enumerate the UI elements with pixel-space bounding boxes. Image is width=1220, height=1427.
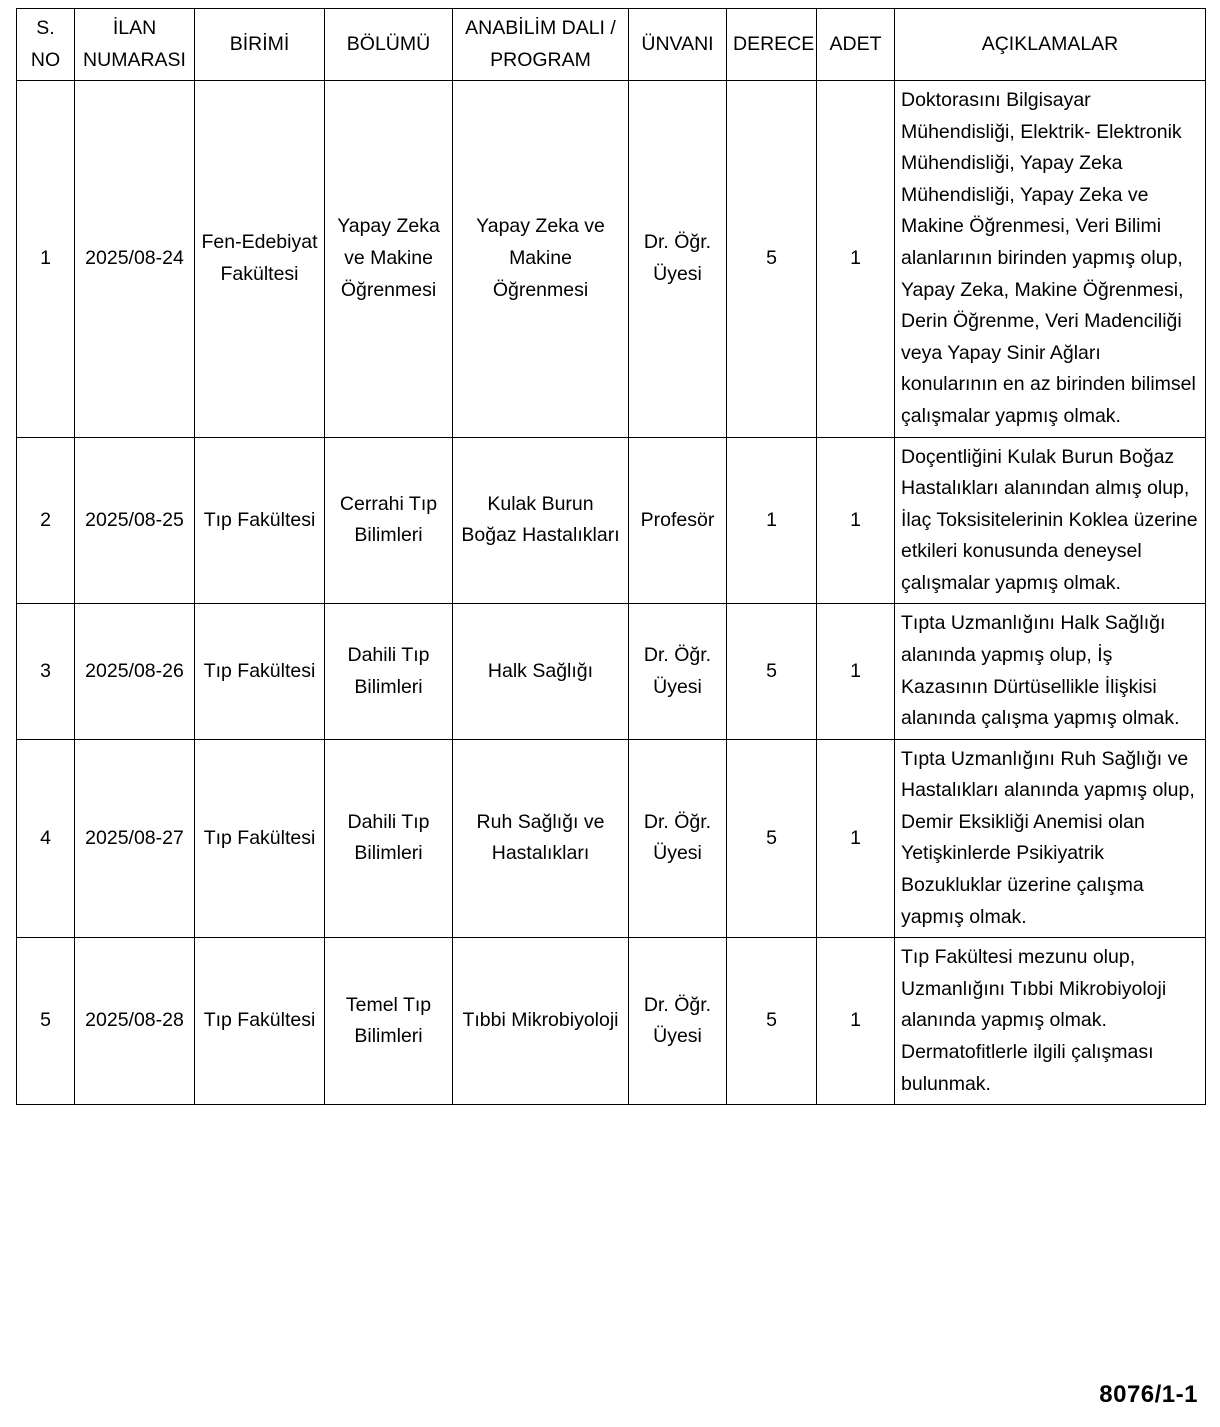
cell-birimi: Tıp Fakültesi — [195, 437, 325, 604]
table-header — [17, 9, 1206, 81]
cell-bolumu: Dahili Tıp Bilimleri — [325, 604, 453, 739]
cell-derece: 5 — [727, 739, 817, 937]
academic-positions-table — [16, 8, 1206, 1105]
cell-adet: 1 — [817, 604, 895, 739]
document-footer-code: 8076/1-1 — [1099, 1381, 1198, 1408]
table-body — [17, 81, 1206, 1105]
cell-derece: 1 — [727, 437, 817, 604]
column-header-ilan-numarasi: İLAN NUMARASI — [75, 9, 195, 81]
cell-anabilim-dali: Yapay Zeka ve Makine Öğrenmesi — [453, 81, 629, 437]
table-row — [17, 81, 1206, 437]
table-row — [17, 604, 1206, 739]
cell-unvani: Dr. Öğr. Üyesi — [629, 739, 727, 937]
column-header-unvani: ÜNVANI — [629, 9, 727, 81]
cell-ilan-numarasi: 2025/08-25 — [75, 437, 195, 604]
cell-sno: 1 — [17, 81, 75, 437]
table-row — [17, 938, 1206, 1105]
table-row — [17, 437, 1206, 604]
cell-bolumu: Dahili Tıp Bilimleri — [325, 739, 453, 937]
cell-birimi: Tıp Fakültesi — [195, 739, 325, 937]
cell-bolumu: Cerrahi Tıp Bilimleri — [325, 437, 453, 604]
cell-anabilim-dali: Ruh Sağlığı ve Hastalıkları — [453, 739, 629, 937]
cell-adet: 1 — [817, 437, 895, 604]
cell-sno: 2 — [17, 437, 75, 604]
cell-derece: 5 — [727, 604, 817, 739]
cell-unvani: Dr. Öğr. Üyesi — [629, 604, 727, 739]
cell-ilan-numarasi: 2025/08-24 — [75, 81, 195, 437]
cell-ilan-numarasi: 2025/08-26 — [75, 604, 195, 739]
cell-unvani: Dr. Öğr. Üyesi — [629, 81, 727, 437]
column-header-adet: ADET — [817, 9, 895, 81]
cell-adet: 1 — [817, 938, 895, 1105]
cell-birimi: Tıp Fakültesi — [195, 938, 325, 1105]
cell-birimi: Tıp Fakültesi — [195, 604, 325, 739]
cell-aciklamalar: Tıp Fakültesi mezunu olup, Uzmanlığını Tıbbi Mikrobiyoloji alanında yapmış olmak. Dermatofitlerle ilgili çalışması bulunmak. — [895, 938, 1206, 1105]
cell-anabilim-dali: Halk Sağlığı — [453, 604, 629, 739]
table-header-row — [17, 9, 1206, 81]
cell-ilan-numarasi: 2025/08-28 — [75, 938, 195, 1105]
column-header-anabilim-dali: ANABİLİM DALI / PROGRAM — [453, 9, 629, 81]
cell-birimi: Fen-Edebiyat Fakültesi — [195, 81, 325, 437]
cell-anabilim-dali: Tıbbi Mikrobiyoloji — [453, 938, 629, 1105]
column-header-derece: DERECE — [727, 9, 817, 81]
cell-unvani: Profesör — [629, 437, 727, 604]
cell-derece: 5 — [727, 938, 817, 1105]
cell-adet: 1 — [817, 81, 895, 437]
cell-aciklamalar: Tıpta Uzmanlığını Halk Sağlığı alanında yapmış olup, İş Kazasının Dürtüsellikle İlişkisi alanında çalışma yapmış olmak. — [895, 604, 1206, 739]
cell-ilan-numarasi: 2025/08-27 — [75, 739, 195, 937]
cell-aciklamalar: Doçentliğini Kulak Burun Boğaz Hastalıkları alanından almış olup, İlaç Toksisitelerinin Koklea üzerine etkileri konusunda deneysel çalışmalar yapmış olmak. — [895, 437, 1206, 604]
cell-derece: 5 — [727, 81, 817, 437]
column-header-bolumu: BÖLÜMÜ — [325, 9, 453, 81]
column-header-birimi: BİRİMİ — [195, 9, 325, 81]
cell-bolumu: Temel Tıp Bilimleri — [325, 938, 453, 1105]
cell-aciklamalar: Tıpta Uzmanlığını Ruh Sağlığı ve Hastalıkları alanında yapmış olup, Demir Eksikliği Anemisi olan Yetişkinlerde Psikiyatrik Bozukluklar üzerine çalışma yapmış olmak. — [895, 739, 1206, 937]
cell-aciklamalar: Doktorasını Bilgisayar Mühendisliği, Elektrik- Elektronik Mühendisliği, Yapay Zeka Mühendisliği, Yapay Zeka ve Makine Öğrenmesi, Veri Bilimi alanlarının birinden yapmış olup, Yapay Zeka, Makine Öğrenmesi, Derin Öğrenme, Veri Madenciliği veya Yapay Sinir Ağları konularının en az birinden bilimsel çalışmalar yapmış olmak. — [895, 81, 1206, 437]
cell-sno: 4 — [17, 739, 75, 937]
column-header-sno: S. NO — [17, 9, 75, 81]
cell-anabilim-dali: Kulak Burun Boğaz Hastalıkları — [453, 437, 629, 604]
cell-unvani: Dr. Öğr. Üyesi — [629, 938, 727, 1105]
cell-sno: 5 — [17, 938, 75, 1105]
cell-adet: 1 — [817, 739, 895, 937]
table-row — [17, 739, 1206, 937]
cell-sno: 3 — [17, 604, 75, 739]
cell-bolumu: Yapay Zeka ve Makine Öğrenmesi — [325, 81, 453, 437]
column-header-aciklamalar: AÇIKLAMALAR — [895, 9, 1206, 81]
